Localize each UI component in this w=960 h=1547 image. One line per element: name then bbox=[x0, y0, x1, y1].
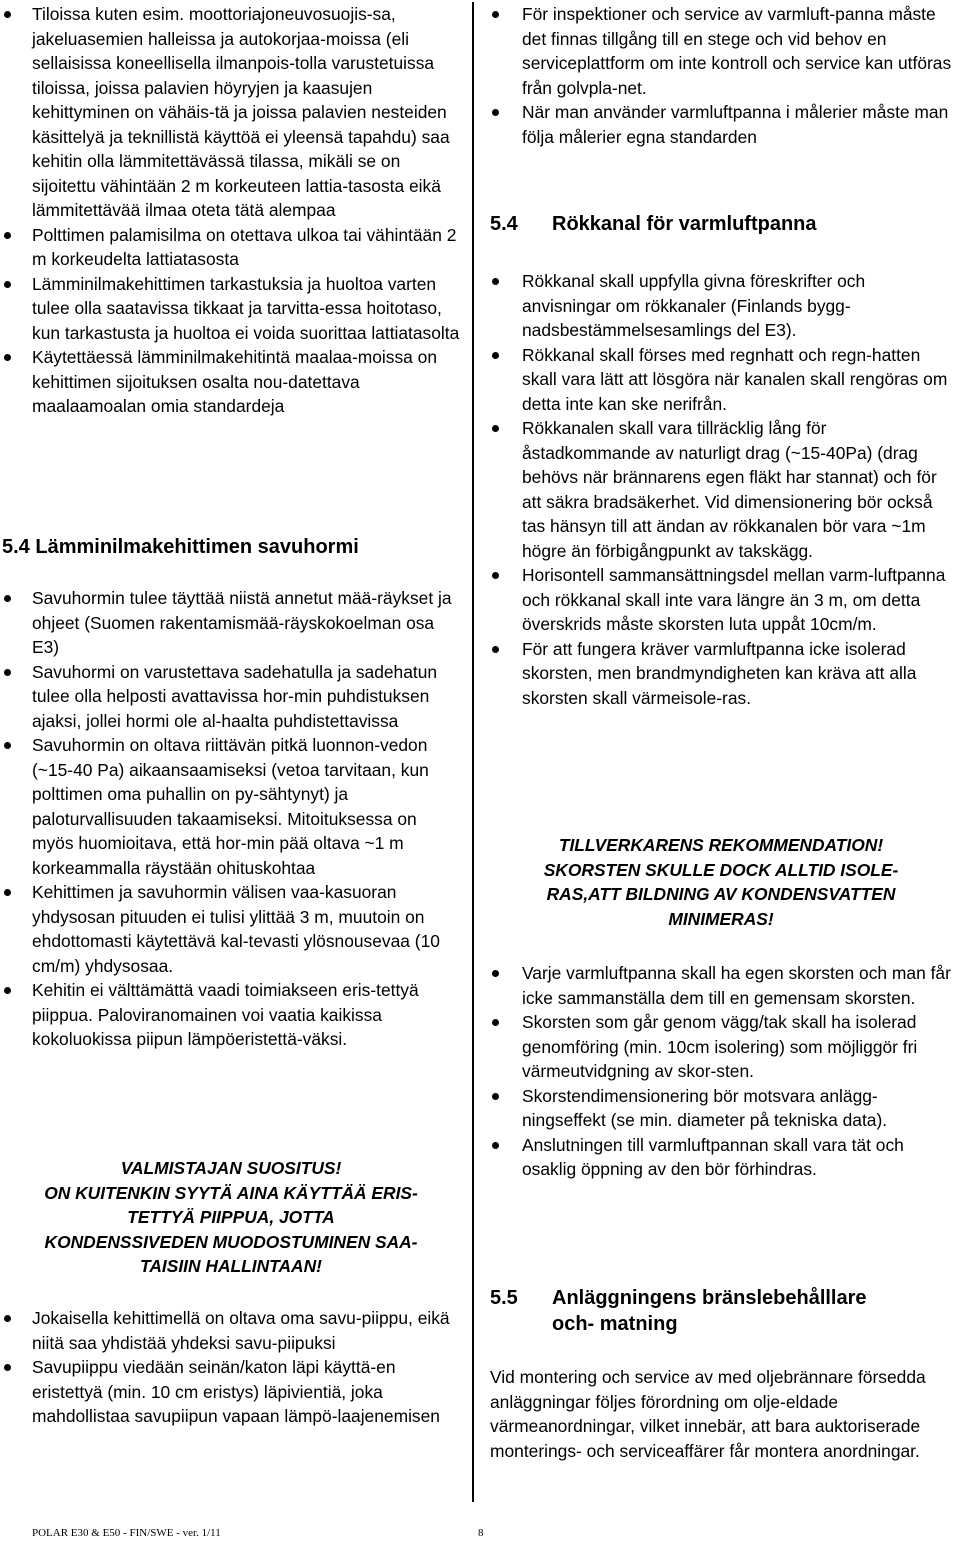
bullet-icon bbox=[4, 11, 11, 18]
list-item: Savuhormin on oltava riittävän pitkä luonnon-vedon (~15-40 Pa) aikaansaamiseksi (vetoa tarvitaan, kun polttimen oma puhallin on py-sähtynyt) ja paloturvallisuuden takaamiseksi. Mitoituksessa on myös huomioitava, että hor-min pää oltava ~1 m korkeammalla räystään ohituskohtaa bbox=[0, 733, 462, 880]
list-item: För att fungera kräver varmluftpanna icke isolerad skorsten, men brandmyndigheten kan kräva att alla skorsten skall värmeisole-ras. bbox=[490, 637, 952, 711]
paragraph: Vid montering och service av med oljebrännare försedda anläggningar följes förordning om olje-eldade värmeanordningar, vilket innebär, att bara auktoriserade monterings- och serviceaffärer får montera anordningar. bbox=[490, 1367, 926, 1461]
section-heading: 5.4 Lämminilmakehittimen savuhormi bbox=[2, 536, 359, 558]
bullet-icon bbox=[492, 970, 499, 977]
bullet-icon bbox=[492, 1093, 499, 1100]
list-item: Anslutningen till varmluftpannan skall vara tät och osaklig öppning av den bör förhindras. bbox=[490, 1133, 952, 1182]
list-item: Rökkanal skall uppfylla givna föreskrifter och anvisningar om rökkanaler (Finlands bygg-nadsbestämmelsesamlings del E3). bbox=[490, 269, 952, 343]
right-list-2 bbox=[490, 269, 952, 710]
list-item: Tiloissa kuten esim. moottoriajoneuvosuojis-sa, jakeluasemien halleissa ja autokorjaa-moissa (eli sellaisissa koneellisella ilmanpois-tolla varustetuissa tiloissa, joissa palavien höyryjen ja kaasujen kehittyminen on vähäis-tä ja joissa palavien nesteiden käsittelyä ja teknillistä käyttöä ei yleensä tapahdu) saa kehitin olla lämmitettävässä tilassa, mikäli se on sijoitettu vähintään 2 m korkeuteen lattia-tasosta eikä lämmitettävää ilmaa oteta tätä alempaa bbox=[0, 2, 462, 223]
list-item: För inspektioner och service av varmluft-panna måste det finnas tillgång till en stege och vid behov en serviceplattform om inte kontroll och service kan utföras från golvpla-net. bbox=[490, 2, 952, 100]
bullet-icon bbox=[4, 889, 11, 896]
bullet-icon bbox=[492, 1142, 499, 1149]
left-list-2 bbox=[0, 586, 462, 1052]
bullet-icon bbox=[4, 987, 11, 994]
list-item: Jokaisella kehittimellä on oltava oma savu-piippu, eikä niitä saa yhdistää yhdeksi savu-piipuksi bbox=[0, 1306, 462, 1355]
footer-page-number: 8 bbox=[478, 1527, 484, 1539]
list-item: Savupiippu viedään seinän/katon läpi käyttä-en eristettyä (min. 10 cm eristys) läpivientiä, joka mahdollistaa savupiipun vapaan lämpö-laajenemisen bbox=[0, 1355, 462, 1429]
bullet-icon bbox=[4, 1364, 11, 1371]
recommendation-block: VALMISTAJAN SUOSITUS! ON KUITENKIN SYYTÄ AINA KÄYTTÄÄ ERIS- TETTYÄ PIIPPUA, JOTTA KONDENSSIVEDEN MUODOSTUMINEN SAA- TAISIIN HALLINTAAN! bbox=[44, 1158, 418, 1276]
footer-doc: POLAR E30 & E50 - FIN/SWE - ver. 1/11 bbox=[32, 1527, 221, 1539]
list-item: Käytettäessä lämminilmakehitintä maalaa-moissa on kehittimen sijoituksen osalta nou-datettava maalaamoalan omia standardeja bbox=[0, 345, 462, 419]
bullet-icon bbox=[492, 1019, 499, 1026]
list-item: Rökkanal skall förses med regnhatt och regn-hatten skall vara lätt att lösgöra när kanalen skall rengöras om detta inte kan ske nerifrån. bbox=[490, 343, 952, 417]
list-item: Polttimen palamisilma on otettava ulkoa tai vähintään 2 m korkeudelta lattiatasosta bbox=[0, 223, 462, 272]
bullet-icon bbox=[4, 281, 11, 288]
bullet-icon bbox=[4, 354, 11, 361]
bullet-icon bbox=[492, 109, 499, 116]
recommendation-block: TILLVERKARENS REKOMMENDATION! SKORSTEN SKULLE DOCK ALLTID ISOLE- RAS,ATT BILDNING AV KONDENSVATTEN MINIMERAS! bbox=[543, 835, 899, 929]
bullet-icon bbox=[4, 1315, 11, 1322]
list-item: Kehittimen ja savuhormin välisen vaa-kasuoran yhdysosan pituuden ei tulisi ylittää 3 m, muutoin on ehdottomasti käytettävä kal-tevasti ylösnousevaa (10 cm/m) yhdysosaa. bbox=[0, 880, 462, 978]
bullet-icon bbox=[492, 425, 499, 432]
bullet-icon bbox=[4, 742, 11, 749]
list-item: Savuhormin tulee täyttää niistä annetut mää-räykset ja ohjeet (Suomen rakentamismää-räyskokoelman osa E3) bbox=[0, 586, 462, 660]
bullet-icon bbox=[492, 646, 499, 653]
bullet-icon bbox=[4, 232, 11, 239]
list-item: Rökkanalen skall vara tillräcklig lång för åstadkommande av naturligt drag (~15-40Pa) (drag behövs när brännarens egen fläkt har stannat) och för att säkra bradsäkerhet. Vid dimensionering bör också tas hänsyn till att ändan av rökkanalen bör vara ~1m högre än förbigångpunkt av takskägg. bbox=[490, 416, 952, 563]
left-list-3 bbox=[0, 1306, 462, 1429]
list-item: När man använder varmluftpanna i målerier måste man följa målerier egna standarden bbox=[490, 100, 952, 149]
list-item: Horisontell sammansättningsdel mellan varm-luftpanna och rökkanal skall inte vara längre än 3 m, om detta överskrids måste skorsten luta uppåt 10cm/m. bbox=[490, 563, 952, 637]
section-heading: 5.5 Anläggningens bränslebehålllare och- matning bbox=[490, 1287, 867, 1335]
list-item: Lämminilmakehittimen tarkastuksia ja huoltoa varten tulee olla saatavissa tikkaat ja tarvitta-essa hoitotaso, kun tarkastusta ja huoltoa ei voida suorittaa lattiatasolta bbox=[0, 272, 462, 346]
left-list-1 bbox=[0, 2, 462, 419]
list-item: Skorsten som går genom vägg/tak skall ha isolerad genomföring (min. 10cm isolering) som möjliggör fri värmeutvidgning av skor-sten. bbox=[490, 1010, 952, 1084]
list-item: Kehitin ei välttämättä vaadi toimiakseen eris-tettyä piippua. Paloviranomainen voi vaatia kaikissa kokoluokissa piipun lämpöeristettä-väksi. bbox=[0, 978, 462, 1052]
right-list-3 bbox=[490, 961, 952, 1182]
bullet-icon bbox=[492, 352, 499, 359]
list-item: Varje varmluftpanna skall ha egen skorsten och man får icke sammanställa dem till en gemensam skorsten. bbox=[490, 961, 952, 1010]
bullet-icon bbox=[492, 572, 499, 579]
list-item: Skorstendimensionering bör motsvara anlägg-ningseffekt (se min. diameter på tekniska data). bbox=[490, 1084, 952, 1133]
section-heading: 5.4 Rökkanal för varmluftpanna bbox=[490, 213, 817, 235]
bullet-icon bbox=[492, 278, 499, 285]
bullet-icon bbox=[4, 595, 11, 602]
right-list-1 bbox=[490, 2, 952, 149]
bullet-icon bbox=[492, 11, 499, 18]
bullet-icon bbox=[4, 669, 11, 676]
list-item: Savuhormi on varustettava sadehatulla ja sadehatun tulee olla helposti avattavissa hor-min puhdistuksen ajaksi, jollei hormi ole al-haalta puhdistettavissa bbox=[0, 660, 462, 734]
column-divider bbox=[472, 2, 474, 1502]
